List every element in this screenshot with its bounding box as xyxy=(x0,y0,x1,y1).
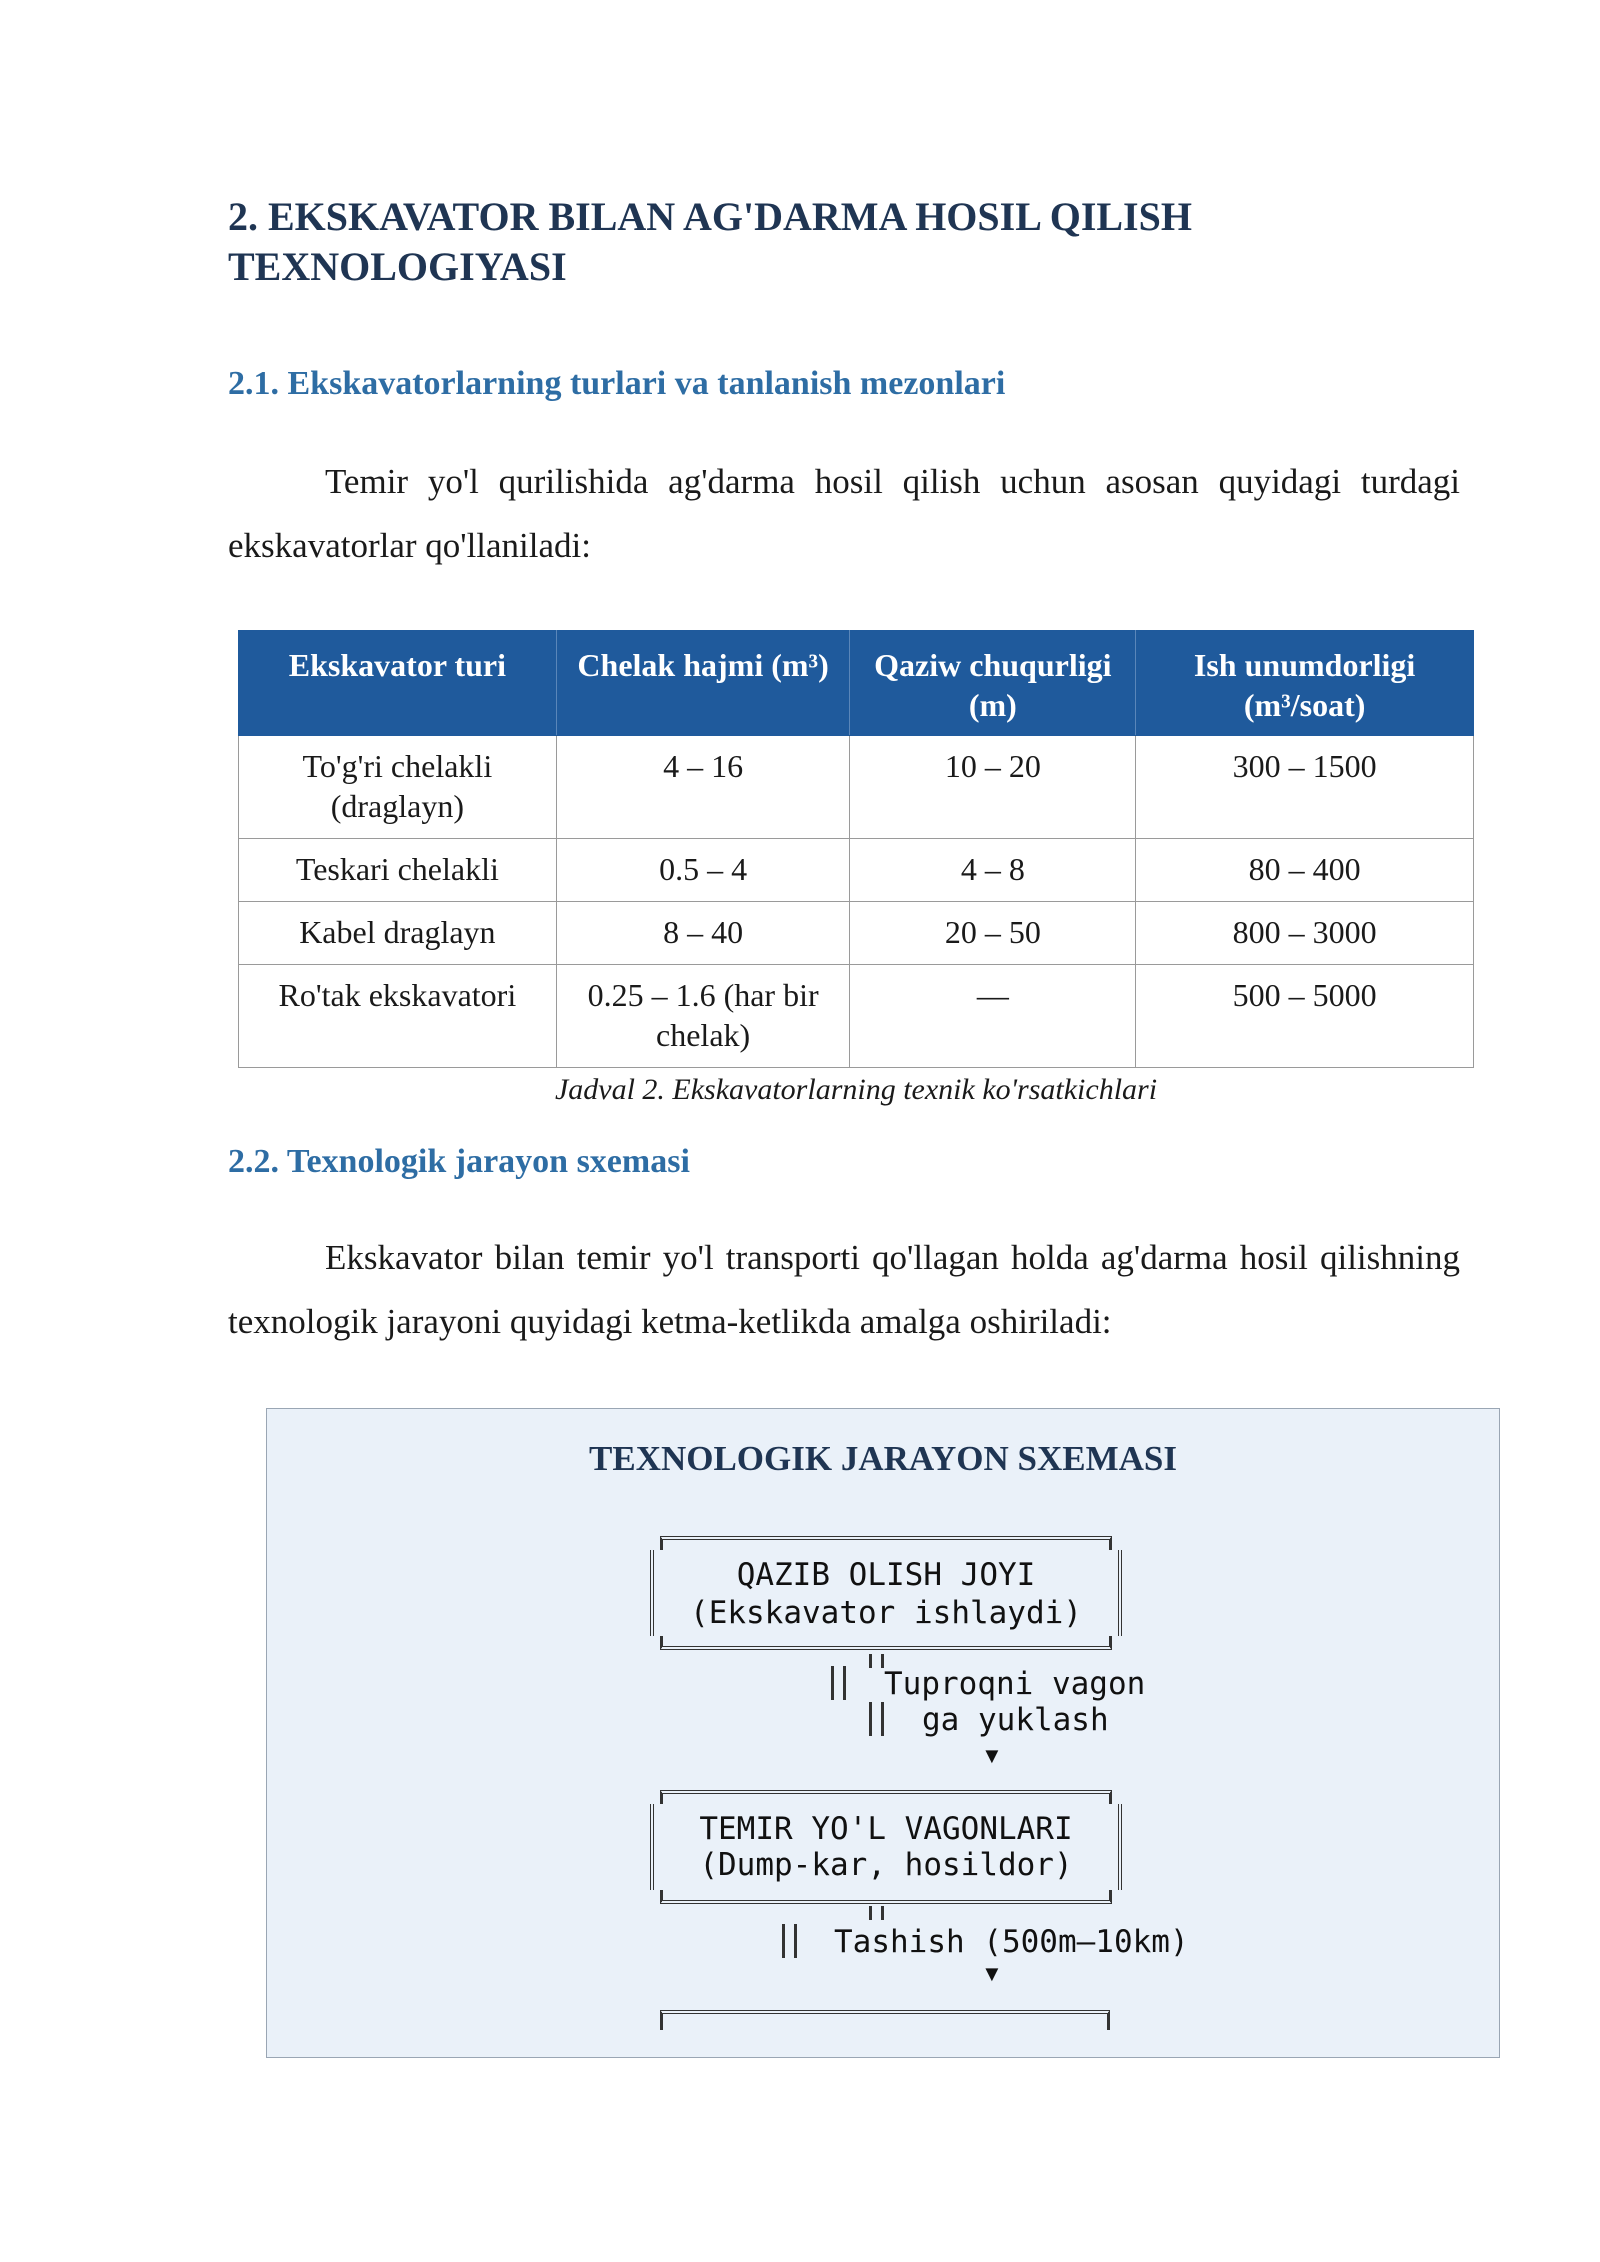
process-paragraph: Ekskavator bilan temir yo'l transporti qo'llagan holda ag'darma hosil qilishning texnologik jarayoni quyidagi ketma-ketlikda amalga oshiriladi: xyxy=(228,1238,1460,1341)
table-cell: 0.5 – 4 xyxy=(556,839,850,902)
table-cell: 300 – 1500 xyxy=(1136,736,1474,839)
connector-bar xyxy=(831,1666,846,1700)
table-cell: 80 – 400 xyxy=(1136,839,1474,902)
table-cell: 500 – 5000 xyxy=(1136,965,1474,1068)
table-cell: 0.25 – 1.6 (har bir chelak) xyxy=(556,965,850,1068)
chapter-heading: 2. EKSKAVATOR BILAN AG'DARMA HOSIL QILISH TEXNOLOGIYASI xyxy=(228,194,1192,289)
table-cell: Teskari chelakli xyxy=(239,839,557,902)
step-transport: Tashish (500m–10km) xyxy=(834,1924,1189,1960)
box-wagons-line1: TEMIR YO'L VAGONLARI xyxy=(699,1811,1073,1847)
step-loading-line1: Tuproqni vagon xyxy=(884,1666,1146,1702)
table-cell: To'g'ri chelakli (draglayn) xyxy=(239,736,557,839)
schema-title: TEXNOLOGIK JARAYON SXEMASI xyxy=(589,1439,1177,1478)
box-wagons-line2: (Dump-kar, hosildor) xyxy=(699,1847,1073,1883)
table-row xyxy=(239,902,1474,965)
header-productivity: Ish unumdorligi (m³/soat) xyxy=(1136,631,1474,736)
table-cell: 800 – 3000 xyxy=(1136,902,1474,965)
connector-bar xyxy=(782,1924,797,1958)
table-row xyxy=(239,839,1474,902)
table-row xyxy=(239,736,1474,839)
table-row xyxy=(239,965,1474,1068)
header-dig-depth: Qaziw chuqurligi (m) xyxy=(850,631,1136,736)
table-cell: 4 – 16 xyxy=(556,736,850,839)
box-excavation-site xyxy=(650,1536,1122,1650)
table-cell: — xyxy=(850,965,1136,1068)
connector-bar xyxy=(869,1702,884,1736)
excavator-spec-table xyxy=(238,630,1474,1068)
table-cell: 4 – 8 xyxy=(850,839,1136,902)
table-header-row xyxy=(239,631,1474,736)
table-cell: 8 – 40 xyxy=(556,902,850,965)
arrow-down-icon: ▼ xyxy=(981,1743,1003,1768)
box-excavation-line2: (Ekskavator ishlaydi) xyxy=(690,1595,1082,1631)
box-next-step-partial xyxy=(660,2010,1110,2030)
box-excavation-line1: QAZIB OLISH JOYI xyxy=(736,1557,1036,1593)
table-cell: 10 – 20 xyxy=(850,736,1136,839)
intro-paragraph: Temir yo'l qurilishida ag'darma hosil qilish uchun asosan quyidagi turdagi ekskavatorlar qo'llaniladi: xyxy=(228,462,1460,565)
table-caption: Jadval 2. Ekskavatorlarning texnik ko'rsatkichlari xyxy=(554,1073,1158,1106)
connector-bar xyxy=(869,1906,884,1920)
header-excavator-type: Ekskavator turi xyxy=(239,631,557,736)
step-loading-line2: ga yuklash xyxy=(922,1702,1109,1738)
header-bucket-volume: Chelak hajmi (m³) xyxy=(556,631,850,736)
table-cell: 20 – 50 xyxy=(850,902,1136,965)
table-cell: Kabel draglayn xyxy=(239,902,557,965)
section-title-2-1: 2.1. Ekskavatorlarning turlari va tanlanish mezonlari xyxy=(228,365,1006,402)
table-cell: Ro'tak ekskavatori xyxy=(239,965,557,1068)
section-title-2-2: 2.2. Texnologik jarayon sxemasi xyxy=(228,1143,690,1180)
connector-bar xyxy=(869,1654,884,1668)
box-railway-wagons xyxy=(650,1790,1122,1904)
arrow-down-icon: ▼ xyxy=(981,1961,1003,1986)
